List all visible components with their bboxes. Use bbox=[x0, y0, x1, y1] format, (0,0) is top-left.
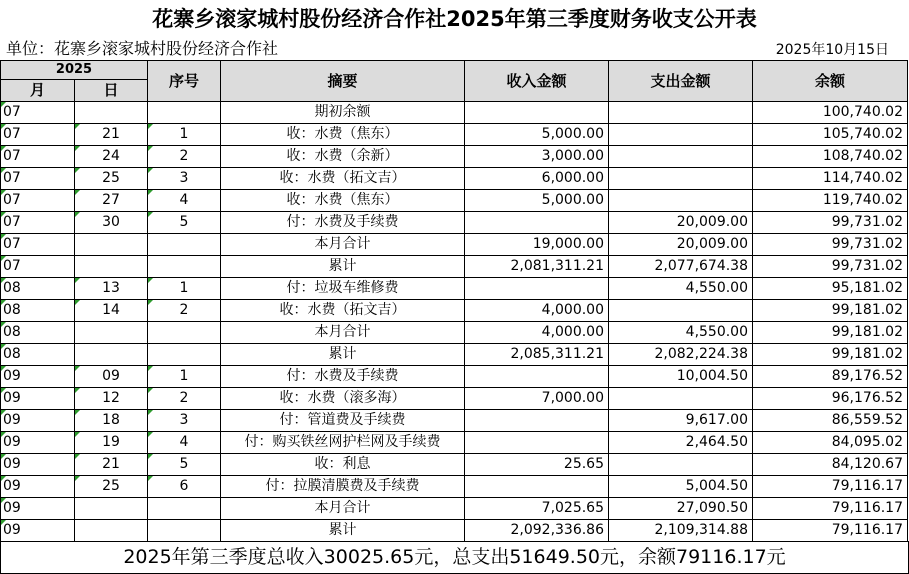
table-row bbox=[1, 520, 908, 542]
table-row bbox=[1, 366, 908, 388]
table-row bbox=[1, 344, 908, 366]
cell-month: 09 bbox=[1, 366, 75, 388]
cell-income bbox=[465, 102, 609, 124]
cell-day: 19 bbox=[75, 432, 148, 454]
unit-label: 单位：花寨乡滚家城村股份经济合作社 bbox=[6, 39, 279, 58]
cell-expense: 2,464.50 bbox=[609, 432, 753, 454]
cell-day bbox=[75, 344, 148, 366]
cell-summary: 累计 bbox=[221, 344, 465, 366]
cell-summary: 累计 bbox=[221, 520, 465, 542]
cell-expense bbox=[609, 454, 753, 476]
cell-expense bbox=[609, 168, 753, 190]
balance-header: 余额 bbox=[753, 61, 908, 102]
cell-day: 27 bbox=[75, 190, 148, 212]
cell-summary: 本月合计 bbox=[221, 234, 465, 256]
cell-expense: 10,004.50 bbox=[609, 366, 753, 388]
cell-day: 14 bbox=[75, 300, 148, 322]
cell-income: 5,000.00 bbox=[465, 190, 609, 212]
cell-seq: 4 bbox=[148, 190, 221, 212]
cell-seq: 3 bbox=[148, 410, 221, 432]
table-row bbox=[1, 212, 908, 234]
cell-month: 07 bbox=[1, 146, 75, 168]
table-row bbox=[1, 454, 908, 476]
cell-expense bbox=[609, 190, 753, 212]
cell-income bbox=[465, 432, 609, 454]
cell-day bbox=[75, 256, 148, 278]
cell-balance: 84,120.67 bbox=[753, 454, 908, 476]
expense-header: 支出金额 bbox=[609, 61, 753, 102]
cell-day: 25 bbox=[75, 476, 148, 498]
table-row bbox=[1, 124, 908, 146]
cell-balance: 99,731.02 bbox=[753, 234, 908, 256]
cell-summary: 付：水费及手续费 bbox=[221, 366, 465, 388]
cell-expense bbox=[609, 102, 753, 124]
cell-income: 2,085,311.21 bbox=[465, 344, 609, 366]
cell-balance: 108,740.02 bbox=[753, 146, 908, 168]
cell-balance: 86,559.52 bbox=[753, 410, 908, 432]
cell-seq: 6 bbox=[148, 476, 221, 498]
cell-balance: 89,176.52 bbox=[753, 366, 908, 388]
cell-month: 08 bbox=[1, 322, 75, 344]
cell-expense bbox=[609, 388, 753, 410]
cell-day: 09 bbox=[75, 366, 148, 388]
table-row bbox=[1, 146, 908, 168]
cell-month: 07 bbox=[1, 234, 75, 256]
cell-income: 3,000.00 bbox=[465, 146, 609, 168]
cell-month: 07 bbox=[1, 168, 75, 190]
cell-expense: 2,109,314.88 bbox=[609, 520, 753, 542]
cell-seq: 5 bbox=[148, 212, 221, 234]
cell-income: 5,000.00 bbox=[465, 124, 609, 146]
cell-balance: 95,181.02 bbox=[753, 278, 908, 300]
cell-month: 09 bbox=[1, 432, 75, 454]
cell-seq bbox=[148, 234, 221, 256]
day-header: 日 bbox=[75, 80, 148, 102]
cell-summary: 付：水费及手续费 bbox=[221, 212, 465, 234]
quarter-summary: 2025年第三季度总收入30025.65元，总支出51649.50元，余额79116.17元 bbox=[0, 541, 909, 574]
cell-expense: 20,009.00 bbox=[609, 234, 753, 256]
cell-expense: 9,617.00 bbox=[609, 410, 753, 432]
cell-day: 21 bbox=[75, 454, 148, 476]
cell-income: 4,000.00 bbox=[465, 322, 609, 344]
cell-summary: 收：水费（焦东） bbox=[221, 124, 465, 146]
cell-seq bbox=[148, 520, 221, 542]
cell-summary: 本月合计 bbox=[221, 498, 465, 520]
cell-income bbox=[465, 212, 609, 234]
table-row bbox=[1, 300, 908, 322]
cell-summary: 付：管道费及手续费 bbox=[221, 410, 465, 432]
cell-month: 08 bbox=[1, 278, 75, 300]
month-header: 月 bbox=[1, 80, 75, 102]
cell-summary: 收：水费（焦东） bbox=[221, 190, 465, 212]
income-header: 收入金额 bbox=[465, 61, 609, 102]
cell-day: 12 bbox=[75, 388, 148, 410]
cell-seq bbox=[148, 256, 221, 278]
table-row bbox=[1, 256, 908, 278]
cell-expense: 2,082,224.38 bbox=[609, 344, 753, 366]
cell-summary: 累计 bbox=[221, 256, 465, 278]
cell-seq: 2 bbox=[148, 388, 221, 410]
cell-balance: 84,095.02 bbox=[753, 432, 908, 454]
cell-seq: 2 bbox=[148, 300, 221, 322]
cell-month: 08 bbox=[1, 344, 75, 366]
cell-balance: 96,176.52 bbox=[753, 388, 908, 410]
cell-seq bbox=[148, 322, 221, 344]
cell-income: 19,000.00 bbox=[465, 234, 609, 256]
cell-balance: 79,116.17 bbox=[753, 520, 908, 542]
cell-seq: 1 bbox=[148, 366, 221, 388]
cell-day: 24 bbox=[75, 146, 148, 168]
cell-balance: 114,740.02 bbox=[753, 168, 908, 190]
cell-day bbox=[75, 234, 148, 256]
seq-header: 序号 bbox=[148, 61, 221, 102]
cell-income bbox=[465, 476, 609, 498]
cell-month: 07 bbox=[1, 212, 75, 234]
cell-summary: 收：水费（拓文吉） bbox=[221, 168, 465, 190]
cell-month: 07 bbox=[1, 256, 75, 278]
cell-seq: 4 bbox=[148, 432, 221, 454]
cell-balance: 79,116.17 bbox=[753, 476, 908, 498]
cell-day bbox=[75, 322, 148, 344]
cell-day bbox=[75, 102, 148, 124]
cell-day bbox=[75, 520, 148, 542]
cell-month: 07 bbox=[1, 190, 75, 212]
cell-income: 4,000.00 bbox=[465, 300, 609, 322]
finance-table bbox=[0, 60, 908, 542]
cell-balance: 99,181.02 bbox=[753, 344, 908, 366]
cell-seq: 1 bbox=[148, 124, 221, 146]
cell-income bbox=[465, 366, 609, 388]
cell-day: 18 bbox=[75, 410, 148, 432]
cell-day: 13 bbox=[75, 278, 148, 300]
cell-month: 07 bbox=[1, 124, 75, 146]
cell-month: 09 bbox=[1, 410, 75, 432]
cell-income: 6,000.00 bbox=[465, 168, 609, 190]
cell-seq bbox=[148, 344, 221, 366]
cell-income: 2,092,336.86 bbox=[465, 520, 609, 542]
cell-income bbox=[465, 410, 609, 432]
year-header: 2025 bbox=[1, 61, 148, 80]
cell-expense bbox=[609, 146, 753, 168]
cell-month: 07 bbox=[1, 102, 75, 124]
cell-seq bbox=[148, 102, 221, 124]
cell-expense: 20,009.00 bbox=[609, 212, 753, 234]
cell-summary: 期初余额 bbox=[221, 102, 465, 124]
cell-day: 25 bbox=[75, 168, 148, 190]
cell-seq: 1 bbox=[148, 278, 221, 300]
cell-summary: 收：水费（滚多海） bbox=[221, 388, 465, 410]
cell-balance: 99,181.02 bbox=[753, 300, 908, 322]
summary-header: 摘要 bbox=[221, 61, 465, 102]
cell-day bbox=[75, 498, 148, 520]
table-row bbox=[1, 168, 908, 190]
cell-balance: 79,116.17 bbox=[753, 498, 908, 520]
table-row bbox=[1, 322, 908, 344]
cell-seq: 3 bbox=[148, 168, 221, 190]
cell-income: 7,025.65 bbox=[465, 498, 609, 520]
cell-balance: 119,740.02 bbox=[753, 190, 908, 212]
cell-balance: 99,731.02 bbox=[753, 256, 908, 278]
cell-month: 09 bbox=[1, 498, 75, 520]
cell-expense: 5,004.50 bbox=[609, 476, 753, 498]
cell-month: 08 bbox=[1, 300, 75, 322]
cell-summary: 付：垃圾车维修费 bbox=[221, 278, 465, 300]
cell-expense: 2,077,674.38 bbox=[609, 256, 753, 278]
cell-expense bbox=[609, 300, 753, 322]
cell-summary: 付：购买铁丝网护栏网及手续费 bbox=[221, 432, 465, 454]
cell-summary: 收：水费（余新） bbox=[221, 146, 465, 168]
cell-summary: 收：水费（拓文吉） bbox=[221, 300, 465, 322]
cell-summary: 付：拉膜清膜费及手续费 bbox=[221, 476, 465, 498]
cell-month: 09 bbox=[1, 476, 75, 498]
table-row bbox=[1, 410, 908, 432]
cell-income bbox=[465, 278, 609, 300]
cell-day: 21 bbox=[75, 124, 148, 146]
cell-seq bbox=[148, 498, 221, 520]
page-title: 花寨乡滚家城村股份经济合作社2025年第三季度财务收支公开表 bbox=[152, 7, 757, 31]
table-row bbox=[1, 476, 908, 498]
cell-balance: 100,740.02 bbox=[753, 102, 908, 124]
cell-month: 09 bbox=[1, 520, 75, 542]
cell-expense: 4,550.00 bbox=[609, 278, 753, 300]
cell-balance: 105,740.02 bbox=[753, 124, 908, 146]
cell-summary: 本月合计 bbox=[221, 322, 465, 344]
cell-day: 30 bbox=[75, 212, 148, 234]
cell-month: 09 bbox=[1, 388, 75, 410]
table-row bbox=[1, 102, 908, 124]
cell-income: 25.65 bbox=[465, 454, 609, 476]
table-row bbox=[1, 278, 908, 300]
cell-balance: 99,731.02 bbox=[753, 212, 908, 234]
cell-expense bbox=[609, 124, 753, 146]
cell-seq: 2 bbox=[148, 146, 221, 168]
cell-month: 09 bbox=[1, 454, 75, 476]
cell-summary: 收：利息 bbox=[221, 454, 465, 476]
cell-expense: 4,550.00 bbox=[609, 322, 753, 344]
table-row bbox=[1, 234, 908, 256]
cell-income: 7,000.00 bbox=[465, 388, 609, 410]
cell-balance: 99,181.02 bbox=[753, 322, 908, 344]
table-row bbox=[1, 498, 908, 520]
table-row bbox=[1, 432, 908, 454]
table-row bbox=[1, 388, 908, 410]
report-date: 2025年10月15日 bbox=[775, 42, 889, 58]
cell-seq: 5 bbox=[148, 454, 221, 476]
cell-expense: 27,090.50 bbox=[609, 498, 753, 520]
cell-income: 2,081,311.21 bbox=[465, 256, 609, 278]
table-row bbox=[1, 190, 908, 212]
